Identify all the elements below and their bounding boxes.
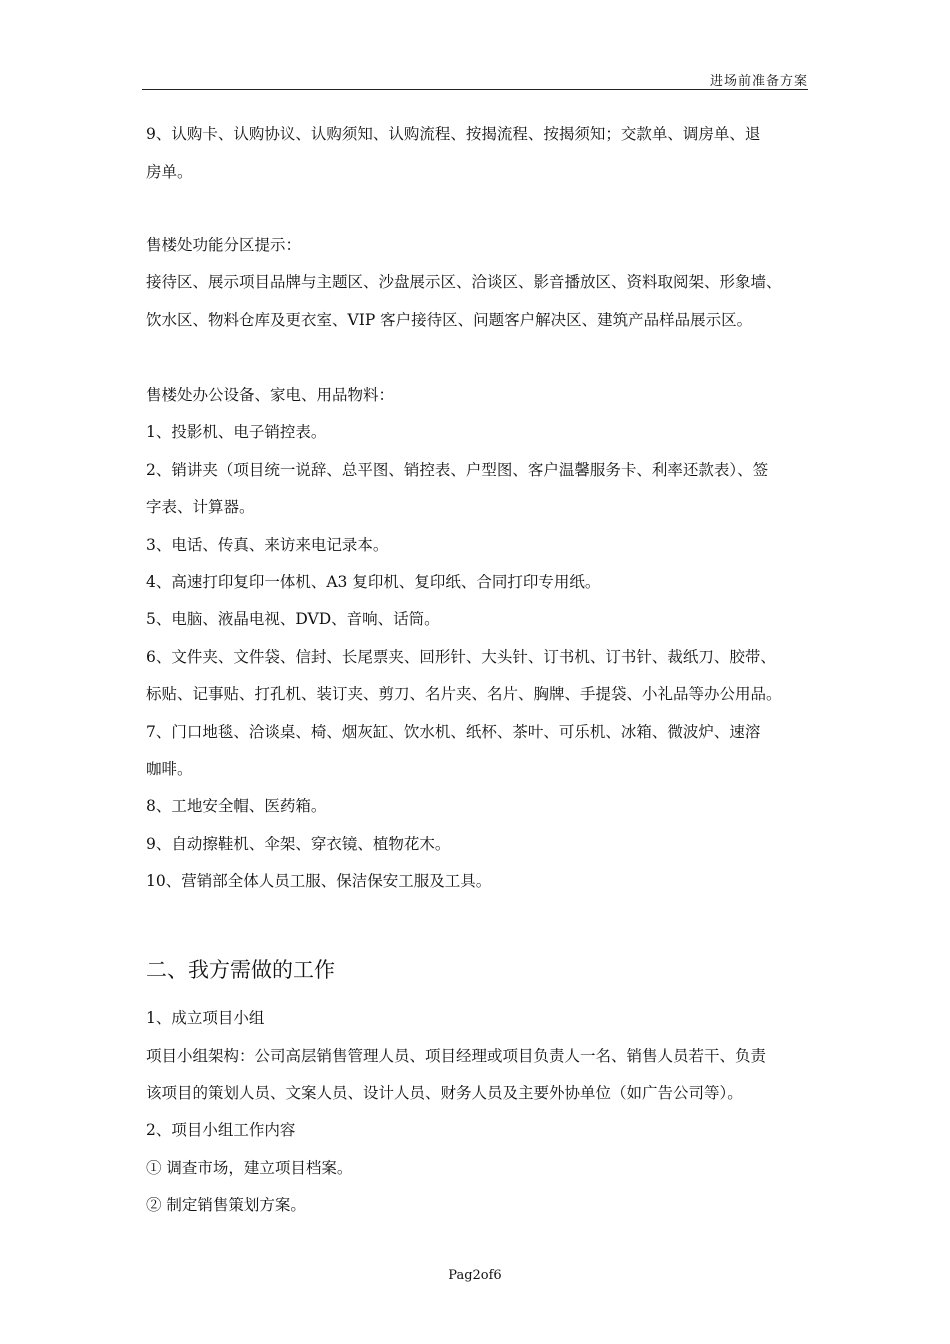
- list-item: 1、投影机、电子销控表。: [146, 423, 327, 441]
- list-item: 标贴、记事贴、打孔机、装订夹、剪刀、名片夹、名片、胸牌、手提袋、小礼品等办公用品。: [146, 685, 782, 703]
- paragraph-line: 房单。: [146, 163, 193, 181]
- paragraph-line: 饮水区、物料仓库及更衣室、VIP 客户接待区、问题客户解决区、建筑产品样品展示区。: [146, 311, 753, 329]
- header-divider: [142, 89, 808, 90]
- list-item: ① 调查市场，建立项目档案。: [146, 1159, 353, 1177]
- list-item: 2、销讲夹（项目统一说辞、总平图、销控表、户型图、客户温馨服务卡、利率还款表）、签: [146, 461, 769, 479]
- paragraph-line: 接待区、展示项目品牌与主题区、沙盘展示区、洽谈区、影音播放区、资料取阅架、形象墙、: [146, 273, 782, 291]
- list-item: 8、工地安全帽、医药箱。: [146, 797, 327, 815]
- paragraph-line: 9、认购卡、认购协议、认购须知、认购流程、按揭流程、按揭须知；交款单、调房单、退: [146, 125, 761, 143]
- paragraph-line: 售楼处功能分区提示：: [146, 236, 302, 254]
- header-title: 进场前准备方案: [709, 74, 808, 89]
- section-heading: 二、我方需做的工作: [146, 958, 335, 982]
- list-item: 1、成立项目小组: [146, 1009, 265, 1027]
- page-number: Pag2of6: [448, 1268, 502, 1283]
- list-item: 4、高速打印复印一体机、A3 复印机、复印纸、合同打印专用纸。: [146, 573, 601, 591]
- list-item: 咖啡。: [146, 760, 193, 778]
- paragraph-line: 项目小组架构：公司高层销售管理人员、项目经理或项目负责人一名、销售人员若干、负责: [146, 1047, 767, 1065]
- list-item: 6、文件夹、文件袋、信封、长尾票夹、回形针、大头针、订书机、订书针、裁纸刀、胶带、: [146, 648, 776, 666]
- list-item: 2、项目小组工作内容: [146, 1121, 296, 1139]
- list-item: 3、电话、传真、来访来电记录本。: [146, 536, 389, 554]
- list-item: 9、自动擦鞋机、伞架、穿衣镜、植物花木。: [146, 835, 451, 853]
- paragraph-line: 售楼处办公设备、家电、用品物料：: [146, 386, 395, 404]
- list-item: 字表、计算器。: [146, 498, 255, 516]
- list-item: ② 制定销售策划方案。: [146, 1196, 306, 1214]
- paragraph-line: 该项目的策划人员、文案人员、设计人员、财务人员及主要外协单位（如广告公司等）。: [146, 1084, 743, 1102]
- list-item: 7、门口地毯、洽谈桌、椅、烟灰缸、饮水机、纸杯、茶叶、可乐机、冰箱、微波炉、速溶: [146, 723, 761, 741]
- list-item: 5、电脑、液晶电视、DVD、音响、话筒。: [146, 610, 440, 628]
- list-item: 10、营销部全体人员工服、保洁保安工服及工具。: [146, 872, 492, 890]
